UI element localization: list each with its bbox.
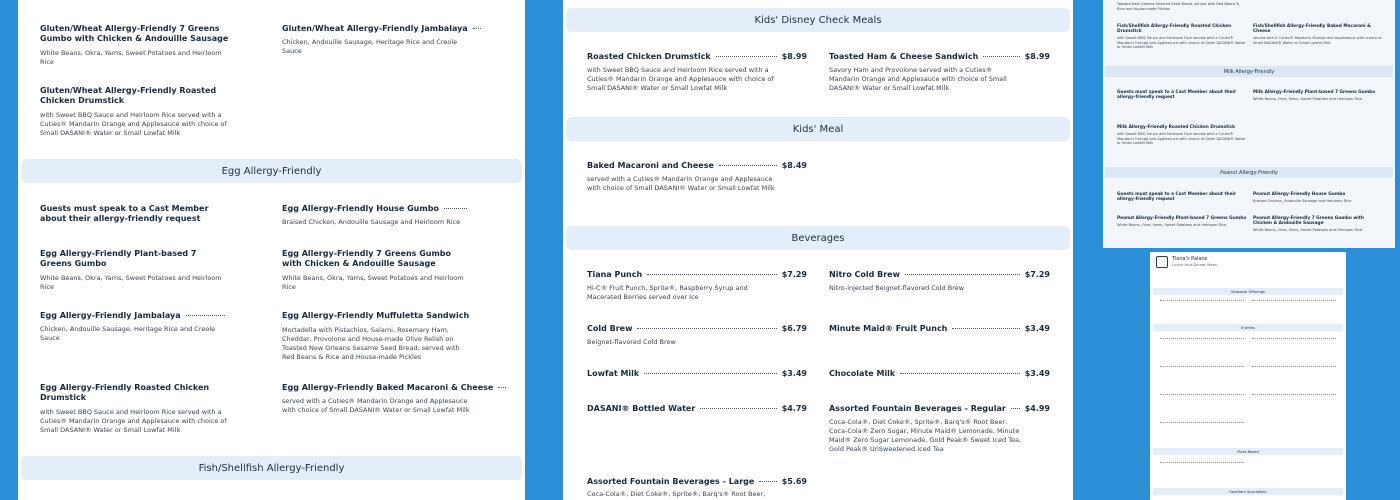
menu-item-placeholder — [1250, 300, 1338, 306]
item-title: Cold Brew — [587, 324, 633, 333]
item-title: Peanut Allergy-Friendly House Gumbo — [1253, 192, 1346, 197]
item-price: $7.29 — [781, 270, 807, 279]
restaurant-name: Tiana's Palace — [1172, 256, 1208, 262]
item-price: $5.69 — [781, 477, 807, 486]
item-title: Gluten/Wheat Allergy-Friendly Roasted Chicken Drumstick — [40, 86, 217, 105]
menu-thumbnail-page — [1103, 0, 1395, 248]
menu-item-placeholder — [1158, 462, 1246, 468]
item-title: Assorted Fountain Beverages - Large — [587, 477, 755, 486]
item-title: Guests must speak to a Cast Member about their allergy-friendly request — [1117, 192, 1237, 202]
menu-item — [1253, 192, 1383, 204]
menu-item — [282, 24, 472, 56]
item-price: $8.49 — [781, 161, 807, 170]
item-price: $3.49 — [781, 369, 807, 378]
section-header: Plant-Based — [1153, 448, 1343, 455]
item-description: White Beans, Okra, Yams, Sweet Potatoes and Heirloom Rice — [1117, 223, 1227, 227]
menu-item — [587, 270, 807, 302]
item-price: $7.29 — [1024, 270, 1050, 279]
item-price: $8.99 — [781, 52, 807, 61]
restaurant-logo-icon — [1156, 256, 1168, 268]
item-title: Milk Allergy-Friendly Roasted Chicken Drumstick — [1117, 125, 1236, 130]
menu-item — [1253, 90, 1383, 102]
menu-item-placeholder — [1250, 394, 1338, 400]
menu-item — [40, 383, 230, 435]
section-header: Southern Specialties — [1153, 488, 1343, 495]
item-title: Lowfat Milk — [587, 369, 640, 378]
section-header-fish: Fish/Shellfish Allergy-Friendly — [21, 456, 522, 480]
item-price: $4.79 — [781, 404, 807, 413]
item-price: $6.79 — [781, 324, 807, 333]
menu-item-placeholder — [1158, 366, 1246, 372]
item-description: Nitro-injected Beignet-flavored Cold Brew — [829, 284, 965, 292]
item-title: Egg Allergy-Friendly Muffuletta Sandwich — [282, 311, 470, 320]
menu-item — [40, 249, 230, 292]
item-price: $3.49 — [1024, 324, 1050, 333]
menu-item — [40, 86, 230, 138]
item-description: served with a Cuties® Mandarin Orange and Applesauce with choice of Small DASANI® Water or Small Lowfat Milk — [282, 397, 470, 414]
menu-item — [829, 270, 1050, 293]
menu-item — [1117, 192, 1247, 202]
menu-item — [1117, 216, 1247, 228]
section-header: Seasonal Offerings — [1153, 288, 1343, 295]
section-header-milk: Milk Allergy-Friendly — [1105, 66, 1393, 77]
item-title: Gluten/Wheat Allergy-Friendly Jambalaya — [282, 24, 468, 33]
item-title: Gluten/Wheat Allergy-Friendly 7 Greens Gumbo with Chicken & Andouille Sausage — [40, 24, 229, 43]
item-title: Tiana Punch — [587, 270, 643, 279]
item-title: Roasted Chicken Drumstick — [587, 52, 711, 61]
item-price: $3.49 — [1024, 369, 1050, 378]
item-title: Baked Macaroni and Cheese — [587, 161, 714, 170]
menu-subtitle: Lunch And Dinner Menu — [1172, 262, 1218, 267]
menu-cover-thumbnail — [1150, 252, 1346, 500]
item-description: Braised Chicken, Andouille Sausage and Heirloom Rice — [1253, 199, 1352, 203]
item-description: White Beans, Okra, Yams, Sweet Potatoes and Heirloom Rice — [40, 49, 222, 66]
menu-item — [282, 249, 472, 292]
kids-beverage-panel — [563, 0, 1073, 500]
item-title: Egg Allergy-Friendly Jambalaya — [40, 311, 181, 320]
menu-item — [40, 204, 230, 224]
menu-item — [1117, 24, 1247, 50]
item-title: Chocolate Milk — [829, 369, 896, 378]
menu-item — [829, 369, 1050, 378]
item-title: Toasted Ham & Cheese Sandwich — [829, 52, 979, 61]
menu-item — [282, 204, 472, 227]
section-header-check: Kids' Disney Check Meals — [566, 8, 1070, 32]
item-description: served with a Cuties® Mandarin Orange and Applesauce with choice of Small DASANI® Water or Small Lowfat Milk — [1253, 36, 1382, 45]
section-header-kids-meal: Kids' Meal — [566, 117, 1070, 141]
menu-item — [1253, 24, 1383, 45]
item-description: White Beans, Okra, Yams, Sweet Potatoes and Heirloom Rice — [1253, 97, 1363, 101]
menu-item-placeholder — [1250, 338, 1338, 344]
item-description: Savory Ham and Provolone served with a Cuties® Mandarin Orange and Applesauce with choice of Small DASANI® Water or Small Lowfat Milk — [829, 66, 1007, 92]
item-description: with Sweet BBQ Sauce and Heirloom Rice served with a Cuties® Mandarin Orange and Applesauce with choice of Small DASANI® Water or Small Lowfat Milk — [40, 408, 227, 434]
menu-item-placeholder — [1158, 394, 1246, 400]
menu-item — [587, 161, 807, 193]
item-title: Egg Allergy-Friendly House Gumbo — [282, 204, 439, 213]
item-description: Chicken, Andouille Sausage, Heritage Rice and Creole Sauce — [40, 325, 216, 342]
menu-item — [829, 52, 1050, 93]
item-price: $8.99 — [1024, 52, 1050, 61]
menu-item — [587, 369, 807, 378]
item-description: with Sweet BBQ Sauce and Heirloom Rice served with a Cuties® Mandarin Orange and Applesauce with choice of Small DASANI® Water or Small Lowfat Milk — [1117, 132, 1246, 146]
item-title: Guests must speak to a Cast Member about their allergy-friendly request — [1117, 90, 1237, 100]
menu-item — [829, 404, 1050, 454]
item-description: White Beans, Okra, Yams, Sweet Potatoes and Heirloom Rice — [1253, 228, 1363, 232]
item-description: Coca-Cola®, Diet Coke®, Sprite®, Barq's® Root Beer, Coca-Cola® Zero Sugar, Minute Maid® Lemonade, Minute Maid® Zero Sugar Lemonade, Gold Peak® Sweet Iced Tea, Gold Peak® UnSweetened Iced Tea — [829, 418, 1022, 453]
menu-item — [1117, 125, 1247, 146]
item-description: Hi-C® Fruit Punch, Sprite®, Raspberry Syrup and Macerated Berries served over Ice — [587, 284, 748, 301]
item-description: White Beans, Okra, Yams, Sweet Potatoes and Heirloom Rice — [40, 274, 222, 291]
item-title: Egg Allergy-Friendly Baked Macaroni & Cheese — [282, 383, 494, 392]
menu-item — [282, 311, 472, 362]
section-header: Entrées — [1153, 324, 1343, 331]
item-title: Egg Allergy-Friendly Plant-based 7 Greens Gumbo — [40, 249, 197, 268]
item-title: Peanut Allergy-Friendly 7 Greens Gumbo with Chicken & Andouille Sausage — [1253, 216, 1364, 226]
item-title: Peanut Allergy-Friendly Plant-based 7 Greens Gumbo — [1117, 216, 1247, 221]
item-title: Egg Allergy-Friendly Roasted Chicken Drumstick — [40, 383, 210, 402]
item-description: with Sweet BBQ Sauce and Heirloom Rice served with a Cuties® Mandarin Orange and Applesauce with choice of Small DASANI® Water or Small Lowfat Milk — [1117, 36, 1246, 50]
menu-item — [829, 324, 1050, 333]
item-description: served with a Cuties® Mandarin Orange and Applesauce with choice of Small DASANI® Water or Small Lowfat Milk — [587, 175, 775, 192]
item-description: with Sweet BBQ Sauce and Heirloom Rice served with a Cuties® Mandarin Orange and Applesauce with choice of Small DASANI® Water or Small Lowfat Milk — [587, 66, 774, 92]
item-description: Mortadella with Pistachios, Salami, Rosemary Ham, Cheddar, Provolone and House-made Olive Relish on Toasted New Orleans Sesame Seed Bread, served with Red Beans & Rice and House-made Pickles — [282, 326, 460, 361]
item-title: Fish/Shellfish Allergy-Friendly Baked Macaroni & Cheese — [1253, 24, 1371, 34]
item-title: Milk Allergy-Friendly Plant-based 7 Greens Gumbo — [1253, 90, 1376, 95]
item-title: Fish/Shellfish Allergy-Friendly Roasted Chicken Drumstick — [1117, 24, 1232, 34]
item-description: Chicken, Andouille Sausage, Heritage Rice and Creole Sauce — [282, 38, 458, 55]
menu-item — [1253, 216, 1383, 233]
menu-item — [1117, 90, 1247, 100]
section-header-beverages: Beverages — [566, 226, 1070, 250]
allergy-menu-panel — [18, 0, 525, 500]
item-title: Nitro Cold Brew — [829, 270, 900, 279]
item-description: Coca-Cola®, Diet Coke®, Sprite®, Barq's® Root Beer, — [587, 490, 766, 498]
item-title: Guests must speak to a Cast Member about their allergy-friendly request — [40, 204, 209, 223]
item-description: White Beans, Okra, Yams, Sweet Potatoes and Heirloom Rice — [282, 274, 464, 291]
menu-item-placeholder — [1158, 338, 1246, 344]
menu-item — [587, 52, 807, 93]
menu-item — [587, 477, 807, 499]
menu-item-placeholder — [1250, 366, 1338, 372]
item-title: Assorted Fountain Beverages - Regular — [829, 404, 1006, 413]
menu-item-placeholder — [1158, 422, 1246, 428]
item-description: Braised Chicken, Andouille Sausage and Heirloom Rice — [282, 218, 461, 226]
menu-item — [40, 311, 230, 343]
menu-item-placeholder — [1158, 300, 1246, 306]
item-description: Beignet-flavored Cold Brew — [587, 338, 676, 346]
menu-item — [587, 324, 807, 347]
item-title: Minute Maid® Fruit Punch — [829, 324, 948, 333]
item-description: Toasted New Orleans Sesame Seed Bread, served with Red Beans & Rice and House-made Pickles — [1117, 2, 1240, 11]
restaurant-header — [1172, 256, 1218, 267]
section-header-peanut: Peanut Allergy-Friendly — [1105, 167, 1393, 178]
menu-item — [282, 383, 494, 415]
item-title: DASANI® Bottled Water — [587, 404, 696, 413]
item-description: with Sweet BBQ Sauce and Heirloom Rice served with a Cuties® Mandarin Orange and Applesauce with choice of Small DASANI® Water or Small Lowfat Milk — [40, 111, 227, 137]
section-header-egg: Egg Allergy-Friendly — [21, 159, 522, 183]
menu-item — [587, 404, 807, 413]
item-price: $4.99 — [1024, 404, 1050, 413]
menu-item — [40, 24, 230, 67]
item-title: Egg Allergy-Friendly 7 Greens Gumbo with Chicken & Andouille Sausage — [282, 249, 452, 268]
